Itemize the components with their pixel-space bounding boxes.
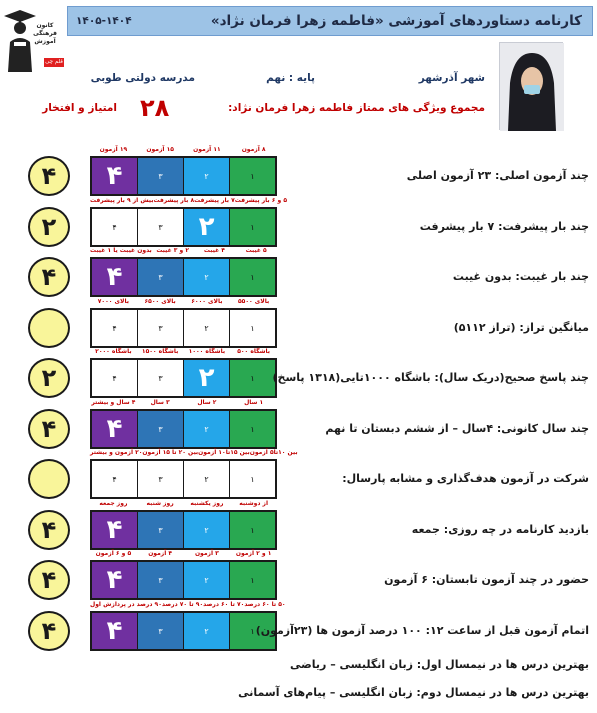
level-box: ۳ (138, 310, 184, 346)
level-label: بالای ۶۰۰۰ (191, 298, 223, 305)
level-boxes (90, 257, 277, 297)
row-total-circle: ۴ (28, 257, 70, 297)
level-label: بالای ۶۵۰۰ (144, 298, 176, 305)
best-subjects-term2: بهترین درس ها در نیمسال دوم: زبان انگلیسی – پیام‌های آسمانی (238, 686, 589, 699)
level-label: بین ۱۵تا۱۰ آزمون (198, 449, 250, 456)
level-label: باشگاه ۵۰۰ (237, 348, 271, 355)
level-labels (90, 500, 277, 510)
row-description: بازدید کارنامه در چه روزی: جمعه (411, 523, 589, 536)
level-label: ۲۰ آزمون و بیشتر (90, 449, 143, 456)
level-labels (90, 601, 286, 611)
level-box: ۲ (184, 360, 230, 396)
level-box: ۲ (184, 158, 230, 194)
level-labels (90, 348, 277, 358)
level-label: باشگاه ۲۰۰۰ (95, 348, 132, 355)
report-years: ۱۴۰۵-۱۴۰۴ (76, 15, 132, 27)
level-box: ۱ (230, 461, 275, 497)
level-label: ۱ سال (244, 399, 264, 406)
level-label: ۷ بار پیشرفت (194, 197, 235, 204)
row-description: شرکت در آزمون هدف‌گذاری و مشابه پارسال: (342, 472, 589, 485)
level-box: ۳ (138, 512, 184, 548)
student-school: مدرسه دولتی طوبی (90, 72, 195, 84)
level-box: ۱ (230, 310, 275, 346)
level-box: ۴ (92, 512, 138, 548)
level-boxes (90, 560, 277, 600)
level-labels (90, 449, 298, 459)
level-box: ۱ (230, 158, 275, 194)
report-title: کارنامه دستاوردهای آموزشی «فاطمه زهرا فرمان نژاد» (210, 13, 582, 29)
level-label: باشگاه ۱۵۰۰ (141, 348, 179, 355)
level-box: ۳ (138, 360, 184, 396)
level-box: ۳ (138, 461, 184, 497)
level-label: ۵۰ تا ۶۰ درصد (244, 601, 286, 608)
level-boxes (90, 510, 277, 550)
level-box: ۱ (230, 360, 275, 396)
level-label: ۳ آزمون (194, 550, 219, 557)
level-label: بالای ۵۵۰۰ (238, 298, 270, 305)
level-label: ۳ سال (150, 399, 170, 406)
level-box: ۲ (184, 310, 230, 346)
level-box: ۱ (230, 209, 275, 245)
level-box: ۲ (184, 461, 230, 497)
level-box: ۳ (138, 259, 184, 295)
student-city: شهر آذرشهر (418, 72, 485, 84)
level-label: ۹۰ تا ۷۰ درصد (161, 601, 204, 608)
level-label: ۴ غیبت (203, 247, 225, 254)
student-grade: پایه : نهم (266, 72, 315, 84)
level-label: ۸ بار پیشرفت (153, 197, 195, 204)
level-box: ۲ (184, 562, 230, 598)
features-label: مجموع ویژگی های ممتاز فاطمه زهرا فرمان نژاد: (228, 102, 485, 114)
level-box: ۱ (230, 411, 275, 447)
level-label: ۱۹ آزمون (99, 146, 128, 153)
level-label: ۷۰ تا ۶۰ درصد (203, 601, 245, 608)
level-box: ۴ (92, 259, 138, 295)
level-box: ۴ (92, 310, 138, 346)
level-box: ۲ (184, 411, 230, 447)
best-subjects-term1: بهترین درس ها در نیمسال اول: زبان انگلیسی – ریاضی (290, 658, 589, 671)
row-total-circle (28, 459, 70, 499)
total-score: ۲۸ (140, 94, 170, 122)
logo-badge: قلم چی (45, 59, 63, 65)
level-label: روز جمعه (99, 500, 128, 507)
level-label: ۴ آزمون (148, 550, 173, 557)
level-label: ۹۰ درصد در پردازش اول (90, 601, 162, 608)
row-total-circle: ۴ (28, 156, 70, 196)
row-description: اتمام آزمون قبل از ساعت ۱۲: ۱۰۰ درصد آزمون ها (۲۳آزمون) (255, 624, 589, 637)
row-total-circle: ۴ (28, 510, 70, 550)
level-box: ۴ (92, 360, 138, 396)
level-label: ۸ آزمون (241, 146, 266, 153)
level-label: بین ۲۰ تا ۱۵ آزمون (142, 449, 199, 456)
level-label: ۲ و ۳ غیبت (156, 247, 190, 254)
level-boxes (90, 156, 277, 196)
level-boxes (90, 611, 277, 651)
level-labels (90, 197, 288, 207)
level-boxes (90, 358, 277, 398)
row-total-circle: ۴ (28, 409, 70, 449)
level-box: ۳ (138, 613, 184, 649)
level-box: ۴ (92, 158, 138, 194)
level-box: ۲ (184, 613, 230, 649)
level-box: ۱ (230, 259, 275, 295)
row-description: میانگین تراز: (تراز ۵۱۱۲) (453, 321, 589, 334)
level-label: ۲ سال (197, 399, 217, 406)
score-label: امتیاز و افتخار (42, 102, 117, 114)
row-description: چند بار غیبت: بدون غیبت (452, 270, 589, 283)
logo-text: کانون فرهنگی آموزش (33, 22, 57, 45)
level-label: بین ۱۰تا۵ آزمون (249, 449, 298, 456)
level-box: ۱ (230, 512, 275, 548)
level-labels (90, 247, 277, 257)
level-boxes (90, 207, 277, 247)
level-label: ۱۱ آزمون (193, 146, 221, 153)
level-label: از دوشنبه (239, 500, 269, 507)
level-label: ۵ و ۶ آزمون (95, 550, 132, 557)
level-labels (90, 399, 277, 409)
level-boxes (90, 459, 277, 499)
row-total-circle: ۴ (28, 611, 70, 651)
level-box: ۴ (92, 209, 138, 245)
level-box: ۱ (230, 562, 275, 598)
level-label: ۴ سال و بیشتر (91, 399, 136, 406)
level-label: بدون غیبت یا ۱ غیبت (90, 247, 152, 254)
row-description: چند آزمون اصلی: ۲۳ آزمون اصلی (406, 169, 589, 182)
row-total-circle: ۲ (28, 207, 70, 247)
level-box: ۴ (92, 461, 138, 497)
level-box: ۲ (184, 209, 230, 245)
level-label: روز یکشنبه (190, 500, 224, 507)
student-photo (499, 42, 563, 130)
header-bar (67, 6, 593, 36)
level-label: ۵ و ۶ بار پیشرفت (234, 197, 288, 204)
level-box: ۲ (184, 512, 230, 548)
level-box: ۳ (138, 562, 184, 598)
level-label: ۵ غیبت (245, 247, 267, 254)
level-label: روز شنبه (146, 500, 174, 507)
level-label: ۱ و ۲ آزمون (235, 550, 272, 557)
student-portrait-icon (500, 43, 564, 131)
row-description: چند پاسخ صحیح(دریک سال): باشگاه ۱۰۰۰تایی(۱۳۱۸ پاسخ) (272, 371, 589, 384)
row-description: حضور در چند آزمون تابستان: ۶ آزمون (384, 573, 589, 586)
row-description: چند سال کانونی: ۴سال – از ششم دبستان تا نهم (325, 422, 589, 435)
kanoon-logo (2, 2, 64, 76)
level-label: ۱۵ آزمون (146, 146, 174, 153)
level-box: ۴ (92, 562, 138, 598)
level-label: بیش از ۹ بار پیشرفت (90, 197, 154, 204)
level-box: ۳ (138, 411, 184, 447)
level-labels (90, 146, 277, 156)
level-labels (90, 298, 277, 308)
level-label: باشگاه ۱۰۰۰ (188, 348, 226, 355)
level-box: ۳ (138, 158, 184, 194)
row-total-circle: ۴ (28, 560, 70, 600)
level-box: ۳ (138, 209, 184, 245)
row-total-circle: ۲ (28, 358, 70, 398)
row-description: چند بار پیشرفت: ۷ بار پیشرفت (419, 220, 589, 233)
level-box: ۲ (184, 259, 230, 295)
row-total-circle (28, 308, 70, 348)
level-box: ۴ (92, 613, 138, 649)
level-label: بالای ۷۰۰۰ (97, 298, 129, 305)
level-labels (90, 550, 277, 560)
level-box: ۱ (230, 613, 275, 649)
level-boxes (90, 308, 277, 348)
level-boxes (90, 409, 277, 449)
level-box: ۴ (92, 411, 138, 447)
